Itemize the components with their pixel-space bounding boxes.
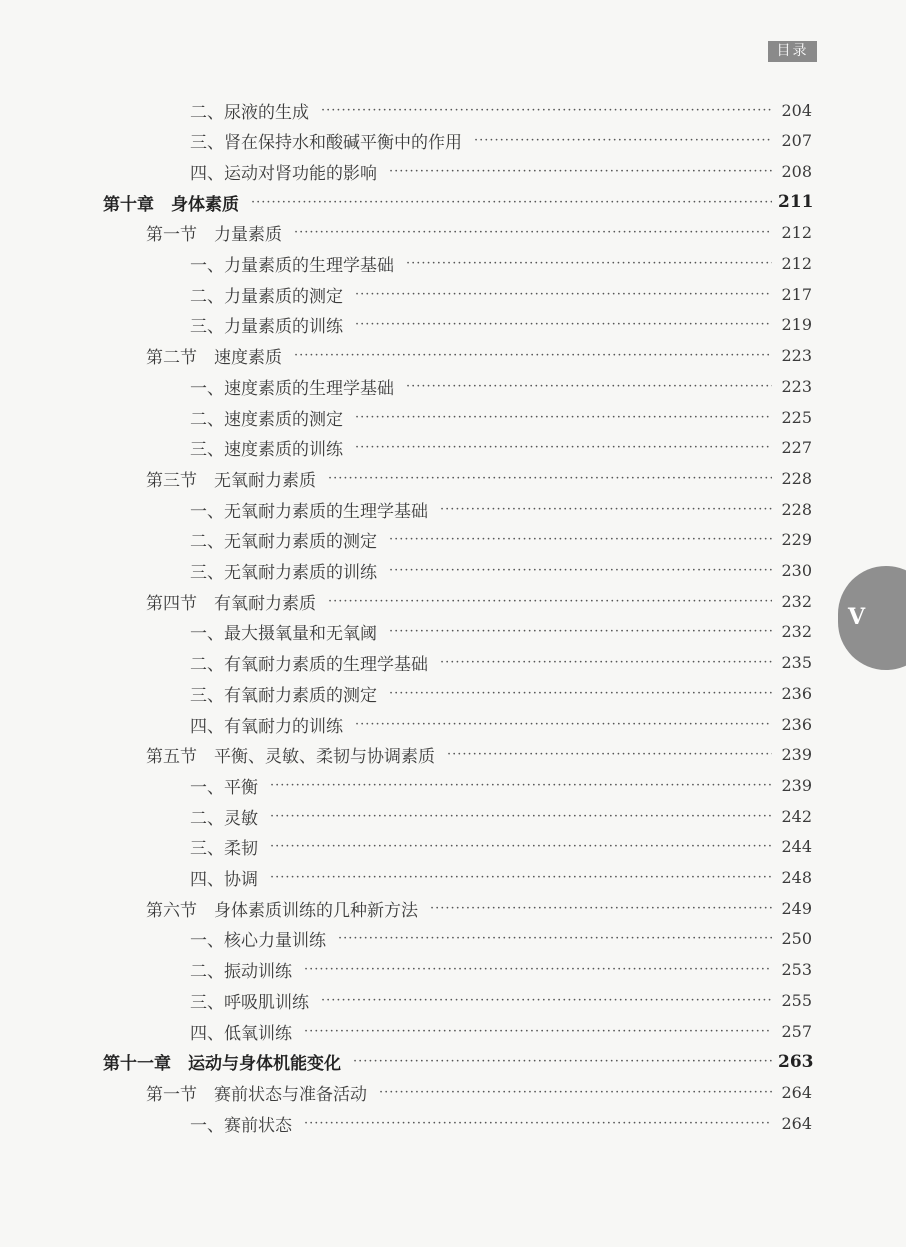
toc-entry-label: 三、有氧耐力素质的测定 <box>190 685 377 706</box>
toc-subsection-row <box>190 126 812 156</box>
toc-page-number: 235 <box>781 653 812 673</box>
toc-subsection-row <box>190 924 812 954</box>
toc-section-row <box>146 740 812 770</box>
toc-entry-label: 四、协调 <box>190 870 258 890</box>
toc-page-number: 227 <box>781 438 812 458</box>
toc-entry-label: 第一节 赛前状态与准备活动 <box>146 1084 367 1105</box>
toc-page-number: 236 <box>781 714 812 734</box>
toc-page-number: 242 <box>781 806 812 826</box>
toc-subsection-row <box>190 249 812 279</box>
toc-entry-label: 一、最大摄氧量和无氧阈 <box>190 624 377 645</box>
toc-page-number: 236 <box>781 683 812 703</box>
toc-entry-label: 第二节 速度素质 <box>146 348 282 369</box>
toc-subsection-row <box>190 832 812 862</box>
toc-entry-label: 一、力量素质的生理学基础 <box>190 256 394 276</box>
toc-subsection-row <box>190 709 812 739</box>
toc-chapter-row <box>103 1047 812 1077</box>
toc-page-number: 212 <box>781 254 812 273</box>
toc-subsection-row <box>190 617 812 647</box>
toc-leader-dots <box>389 164 772 179</box>
toc-leader-dots <box>474 133 772 148</box>
toc-subsection-row <box>190 494 812 524</box>
toc-subsection-row <box>190 371 812 401</box>
toc-entry-label: 一、核心力量训练 <box>190 931 326 952</box>
toc-subsection-row <box>190 955 812 985</box>
toc-leader-dots <box>355 717 772 732</box>
toc-subsection-row <box>190 678 812 708</box>
toc-page-number: 217 <box>781 284 812 304</box>
toc-leader-dots <box>304 962 772 977</box>
toc-entry-label: 第一节 力量素质 <box>146 225 282 246</box>
toc-entry-label: 第五节 平衡、灵敏、柔韧与协调素质 <box>146 747 435 768</box>
toc-subsection-row <box>190 801 812 831</box>
toc-leader-dots <box>304 1116 772 1131</box>
toc-subsection-row <box>190 1108 812 1138</box>
toc-entry-label: 一、赛前状态 <box>190 1115 292 1136</box>
toc-entry-label: 三、力量素质的训练 <box>190 317 343 338</box>
toc-subsection-row <box>190 985 812 1015</box>
toc-leader-dots <box>328 471 772 486</box>
toc-section-row <box>146 218 812 248</box>
toc-entry-label: 第六节 身体素质训练的几种新方法 <box>146 900 418 921</box>
toc-entry-label: 二、无氧耐力素质的测定 <box>190 532 377 553</box>
toc-entry-label: 一、无氧耐力素质的生理学基础 <box>190 501 428 522</box>
toc-leader-dots <box>321 103 772 118</box>
toc-page-number: 208 <box>781 161 812 181</box>
toc-leader-dots <box>270 809 772 824</box>
toc-entry-label: 二、有氧耐力素质的生理学基础 <box>190 655 428 676</box>
toc-entry-label: 一、速度素质的生理学基础 <box>190 378 394 399</box>
toc-page-number: 257 <box>781 1021 812 1041</box>
toc-leader-dots <box>355 410 772 425</box>
toc-leader-dots <box>440 655 772 670</box>
toc-entry-label: 一、平衡 <box>190 777 258 798</box>
toc-page-number: 225 <box>781 407 812 427</box>
toc-page-number: 223 <box>781 346 812 366</box>
toc-page-number: 229 <box>781 530 812 550</box>
toc-entry-label: 三、速度素质的训练 <box>190 440 343 461</box>
toc-page-number: 263 <box>778 1051 814 1072</box>
toc-subsection-row <box>190 402 812 432</box>
toc-leader-dots <box>389 686 772 701</box>
page-number-tab <box>838 566 906 670</box>
toc-entry-label: 二、尿液的生成 <box>190 102 309 123</box>
toc-section-row <box>146 1077 812 1107</box>
toc-leader-dots <box>294 225 772 240</box>
toc-page-number: 232 <box>781 591 812 611</box>
toc-leader-dots <box>389 624 772 639</box>
section-tag: 目录 <box>768 41 817 62</box>
toc-entry-label: 四、有氧耐力的训练 <box>190 716 343 737</box>
toc-page-number: 207 <box>781 131 812 151</box>
toc-leader-dots <box>355 317 772 332</box>
toc-leader-dots <box>379 1085 772 1100</box>
toc-leader-dots <box>389 532 772 547</box>
toc-page-number: 255 <box>781 990 812 1010</box>
toc-leader-dots <box>389 563 772 578</box>
toc-leader-dots <box>430 901 772 916</box>
toc-page-number: 228 <box>781 468 812 488</box>
toc-page-number: 228 <box>781 499 812 519</box>
toc-page-number: 211 <box>778 192 814 213</box>
toc-page-number: 204 <box>781 100 812 120</box>
toc-entry-label: 二、振动训练 <box>190 962 292 983</box>
toc-leader-dots <box>321 993 772 1008</box>
toc-page-number: 239 <box>781 745 812 765</box>
toc-entry-label: 二、速度素质的测定 <box>190 409 343 430</box>
toc-subsection-row <box>190 863 812 893</box>
toc-page-number: 239 <box>781 775 812 795</box>
toc-leader-dots <box>440 502 772 517</box>
toc-leader-dots <box>338 931 772 946</box>
toc-leader-dots <box>304 1024 772 1039</box>
toc-subsection-row <box>190 1016 812 1046</box>
toc-entry-label: 第十一章 运动与身体机能变化 <box>103 1054 341 1075</box>
toc-leader-dots <box>406 379 772 394</box>
toc-subsection-row <box>190 648 812 678</box>
toc-leader-dots <box>406 256 772 271</box>
toc-entry-label: 三、呼吸肌训练 <box>190 992 309 1013</box>
toc-page-number: 253 <box>781 960 812 980</box>
toc-entry-label: 第四节 有氧耐力素质 <box>146 593 316 614</box>
toc-leader-dots <box>353 1054 772 1069</box>
toc-page-number: 264 <box>781 1082 812 1102</box>
toc-page-number: 244 <box>781 837 812 857</box>
toc-page-number: 219 <box>781 315 812 335</box>
toc-page-number: 264 <box>781 1113 812 1133</box>
toc-entry-label: 四、低氧训练 <box>190 1023 292 1044</box>
toc-page-number: 230 <box>781 561 812 580</box>
toc-leader-dots <box>270 839 772 854</box>
toc-page-number: 248 <box>781 868 812 887</box>
toc-entry-label: 二、力量素质的测定 <box>190 286 343 307</box>
toc-leader-dots <box>355 287 772 302</box>
toc-section-row <box>146 893 812 923</box>
toc-subsection-row <box>190 156 812 186</box>
toc-section-row <box>146 463 812 493</box>
toc-entry-label: 三、柔韧 <box>190 839 258 860</box>
toc-leader-dots <box>251 195 772 210</box>
toc-subsection-row <box>190 279 812 309</box>
toc-leader-dots <box>294 348 772 363</box>
toc-subsection-row <box>190 525 812 555</box>
toc-section-row <box>146 586 812 616</box>
page-number-label: V <box>848 604 866 630</box>
toc-subsection-row <box>190 433 812 463</box>
toc-leader-dots <box>328 594 772 609</box>
toc-entry-label: 二、灵敏 <box>190 808 258 829</box>
toc-leader-dots <box>270 870 772 885</box>
toc-page-number: 232 <box>781 622 812 642</box>
toc-subsection-row <box>190 556 812 586</box>
toc-page-number: 212 <box>781 223 812 243</box>
toc-leader-dots <box>447 747 772 762</box>
toc-leader-dots <box>355 440 772 455</box>
toc-leader-dots <box>270 778 772 793</box>
toc-chapter-row <box>103 187 812 217</box>
toc-entry-label: 四、运动对肾功能的影响 <box>190 163 377 184</box>
toc-entry-label: 三、无氧耐力素质的训练 <box>190 563 377 583</box>
toc-page-number: 250 <box>781 929 812 949</box>
toc-subsection-row <box>190 310 812 340</box>
toc-page-number: 249 <box>781 898 812 918</box>
toc-subsection-row <box>190 770 812 800</box>
toc-page-number: 223 <box>781 376 812 396</box>
toc-subsection-row <box>190 95 812 125</box>
toc-entry-label: 三、肾在保持水和酸碱平衡中的作用 <box>190 133 462 154</box>
toc-entry-label: 第十章 身体素质 <box>103 194 239 215</box>
toc-section-row <box>146 341 812 371</box>
toc-entry-label: 第三节 无氧耐力素质 <box>146 470 316 491</box>
